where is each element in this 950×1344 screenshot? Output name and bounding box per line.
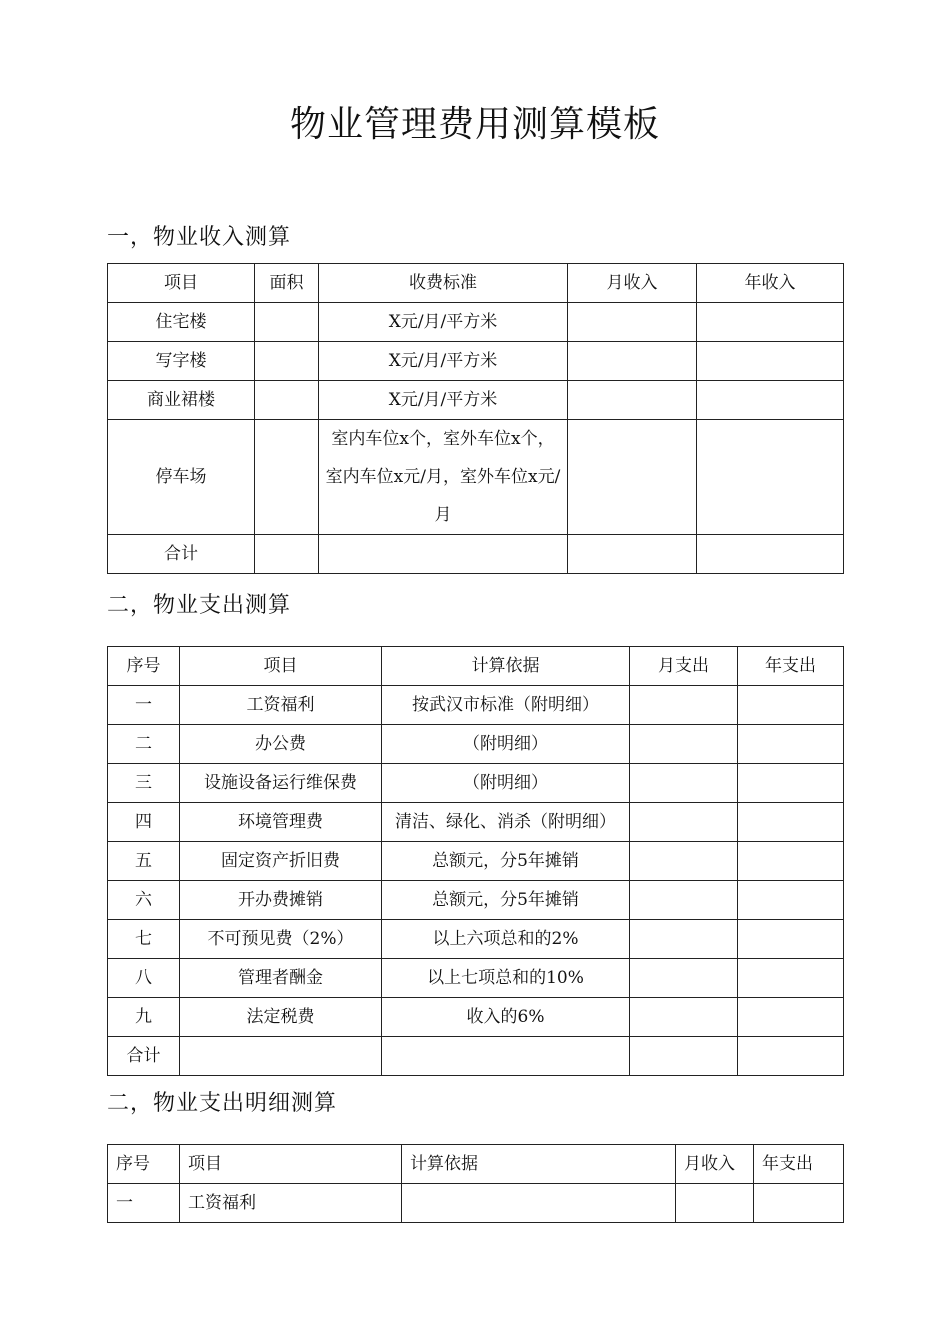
area-cell [255, 535, 319, 574]
table-row [108, 1184, 844, 1223]
number-cell: 九 [108, 998, 180, 1037]
table-row [108, 381, 844, 420]
header-cell: 收费标准 [319, 264, 568, 303]
basis-cell: 总额元，分5年摊销 [382, 842, 630, 881]
header-cell: 序号 [108, 1145, 180, 1184]
annual-expense-cell [738, 725, 844, 764]
table-row [108, 959, 844, 998]
header-cell: 月收入 [568, 264, 697, 303]
monthly-income-cell [568, 303, 697, 342]
table-header-row [108, 264, 844, 303]
table-row [108, 1037, 844, 1076]
annual-expense-cell [738, 803, 844, 842]
item-cell: 停车场 [108, 420, 255, 535]
item-cell: 不可预见费（2%） [180, 920, 382, 959]
basis-cell: 以上六项总和的2% [382, 920, 630, 959]
item-cell: 住宅楼 [108, 303, 255, 342]
monthly-income-cell [568, 420, 697, 535]
monthly-expense-cell [630, 920, 738, 959]
basis-cell: 按武汉市标准（附明细） [382, 686, 630, 725]
section-title-expense-detail: 二，物业支出明细测算 [107, 1091, 338, 1116]
monthly-income-cell [568, 381, 697, 420]
monthly-expense-cell [630, 725, 738, 764]
table-row [108, 881, 844, 920]
annual-expense-cell [754, 1184, 844, 1223]
number-cell: 八 [108, 959, 180, 998]
table-row [108, 342, 844, 381]
number-cell: 四 [108, 803, 180, 842]
basis-cell: 总额元，分5年摊销 [382, 881, 630, 920]
basis-cell: 收入的6% [382, 998, 630, 1037]
monthly-expense-cell [630, 959, 738, 998]
number-cell: 七 [108, 920, 180, 959]
annual-expense-cell [738, 842, 844, 881]
item-cell [180, 1037, 382, 1076]
basis-clipped-text: 清洁、绿化、消杀（附明细） [395, 812, 616, 832]
basis-cell [382, 1037, 630, 1076]
income-table [107, 263, 844, 574]
document-title: 物业管理费用测算模板 [289, 104, 660, 145]
number-cell: 五 [108, 842, 180, 881]
basis-cell [382, 803, 630, 842]
monthly-expense-cell [630, 1037, 738, 1076]
standard-cell: X元/月/平方米 [319, 303, 568, 342]
item-cell: 管理者酬金 [180, 959, 382, 998]
area-cell [255, 420, 319, 535]
header-cell: 面积 [255, 264, 319, 303]
annual-income-cell [697, 342, 844, 381]
table-header-row [108, 1145, 844, 1184]
expense-detail-table [107, 1144, 844, 1223]
monthly-expense-cell [630, 881, 738, 920]
annual-income-cell [697, 303, 844, 342]
annual-expense-cell [738, 1037, 844, 1076]
monthly-expense-cell [630, 998, 738, 1037]
annual-expense-cell [738, 959, 844, 998]
item-cell: 商业裙楼 [108, 381, 255, 420]
table-row [108, 686, 844, 725]
monthly-income-cell [568, 342, 697, 381]
annual-expense-cell [738, 881, 844, 920]
standard-cell: 室内车位x个，室外车位x个，室内车位x元/月，室外车位x元/月 [319, 420, 568, 535]
number-cell: 六 [108, 881, 180, 920]
standard-cell: X元/月/平方米 [319, 342, 568, 381]
monthly-expense-cell [630, 686, 738, 725]
header-cell: 计算依据 [382, 647, 630, 686]
basis-cell: （附明细） [382, 725, 630, 764]
header-cell: 序号 [108, 647, 180, 686]
annual-income-cell [697, 420, 844, 535]
area-cell [255, 303, 319, 342]
number-cell: 二 [108, 725, 180, 764]
item-cell: 写字楼 [108, 342, 255, 381]
section-title-income: 一，物业收入测算 [107, 225, 292, 250]
table-row [108, 998, 844, 1037]
item-cell: 工资福利 [180, 1184, 402, 1223]
table-row [108, 803, 844, 842]
monthly-expense-cell [630, 842, 738, 881]
table-row [108, 764, 844, 803]
table-row [108, 535, 844, 574]
item-cell: 开办费摊销 [180, 881, 382, 920]
annual-expense-cell [738, 686, 844, 725]
item-cell: 法定税费 [180, 998, 382, 1037]
table-row [108, 920, 844, 959]
basis-cell: （附明细） [382, 764, 630, 803]
standard-cell: X元/月/平方米 [319, 381, 568, 420]
header-cell: 年支出 [754, 1145, 844, 1184]
item-cell: 固定资产折旧费 [180, 842, 382, 881]
section-title-expense: 二，物业支出测算 [107, 593, 292, 618]
annual-expense-cell [738, 998, 844, 1037]
table-row [108, 303, 844, 342]
monthly-expense-cell [630, 764, 738, 803]
annual-expense-cell [738, 920, 844, 959]
header-cell: 月支出 [630, 647, 738, 686]
number-cell: 一 [108, 1184, 180, 1223]
item-cell: 环境管理费 [180, 803, 382, 842]
annual-income-cell [697, 535, 844, 574]
annual-income-cell [697, 381, 844, 420]
area-cell [255, 381, 319, 420]
header-cell: 项目 [180, 647, 382, 686]
monthly-expense-cell [630, 803, 738, 842]
basis-cell: 以上七项总和的10% [382, 959, 630, 998]
header-cell: 年支出 [738, 647, 844, 686]
monthly-income-cell [568, 535, 697, 574]
item-cell: 办公费 [180, 725, 382, 764]
table-row [108, 842, 844, 881]
item-cell: 工资福利 [180, 686, 382, 725]
header-cell: 年收入 [697, 264, 844, 303]
table-header-row [108, 647, 844, 686]
header-cell: 项目 [180, 1145, 402, 1184]
number-cell: 合计 [108, 1037, 180, 1076]
number-cell: 一 [108, 686, 180, 725]
header-cell: 项目 [108, 264, 255, 303]
table-row [108, 725, 844, 764]
expense-table [107, 646, 844, 1076]
monthly-income-cell [676, 1184, 754, 1223]
number-cell: 三 [108, 764, 180, 803]
standard-cell [319, 535, 568, 574]
area-cell [255, 342, 319, 381]
header-cell: 月收入 [676, 1145, 754, 1184]
header-cell: 计算依据 [402, 1145, 676, 1184]
item-cell: 合计 [108, 535, 255, 574]
annual-expense-cell [738, 764, 844, 803]
table-row [108, 420, 844, 535]
item-cell: 设施设备运行维保费 [180, 764, 382, 803]
basis-cell [402, 1184, 676, 1223]
